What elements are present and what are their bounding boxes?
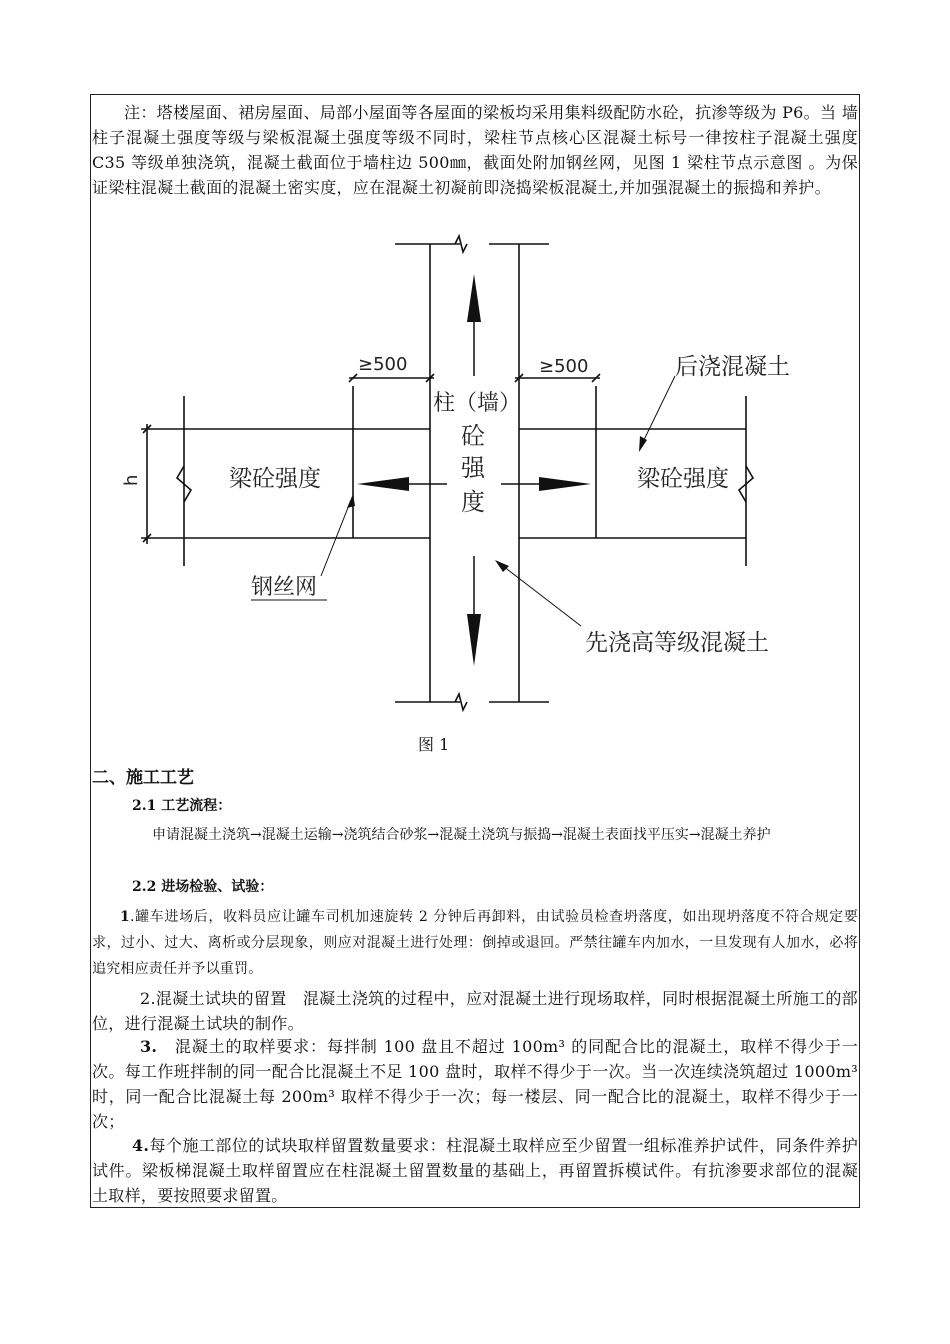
process-flow-text: 申请混凝土浇筑→混凝土运输→浇筑结合砂浆→混凝土浇筑与振捣→混凝土表面找平压实→混凝土养护 <box>152 827 771 843</box>
paragraph-4-number: 4. <box>132 1136 150 1155</box>
paragraph-1 <box>92 904 858 982</box>
center-char-3: 度 <box>461 488 485 516</box>
paragraph-4 <box>92 1133 858 1208</box>
center-char-2: 强 <box>461 454 485 482</box>
intro-paragraph: 注：塔楼屋面、裙房屋面、局部小屋面等各屋面的梁板均采用集料级配防水砼，抗渗等级为 P6。当 墙柱子混凝土强度等级与梁板混凝土强度等级不同时，梁柱节点核心区混凝土标号一律按柱子混凝土强度 C35 等级单独浇筑，混凝土截面位于墙柱边 500㎜，截面处附加钢丝网，见图 1 梁柱节点示意图 。为保证梁柱混凝土截面的混凝土密实度，应在混凝土初凝前即浇捣梁板混凝土,并加强混凝土的振捣和养护。 <box>92 103 858 197</box>
first-pour-label: 先浇高等级混凝土 <box>585 630 769 656</box>
subsection-2-2-title: 2.2 进场检验、试验： <box>132 879 274 895</box>
height-label: h <box>121 474 142 486</box>
paragraph-2: 2.混凝土试块的留置 混凝土浇筑的过程中，应对混凝土进行现场取样，同时根据混凝土所施工的部位，进行混凝土试块的制作。 <box>92 989 858 1033</box>
paragraph-3-text: 混凝土的取样要求：每拌制 100 盘且不超过 100m³ 的同配合比的混凝土，取样不得少于一次。每工作班拌制的同一配合比混凝土不足 100 盘时，取样不得少于一次。当一次连续浇筑超过 1000m³ 时，同一配合比混凝土每 200m³ 取样不得少于一次；每一楼层、同一配合比的混凝土，取样不得少于一次； <box>92 1037 858 1131</box>
paragraph-1-text: .罐车进场后，收料员应让罐车司机加速旋转 2 分钟后再卸料，由试验员检查坍落度，如出现坍落度不符合规定要求，过小、过大、离析或分层现象，则应对混凝土进行处理：倒掉或退回。严禁往罐车内加水，一旦发现有人加水，必将追究相应责任并予以重罚。 <box>92 909 858 977</box>
figure-caption: 图 1 <box>418 735 450 754</box>
section-title: 二、施工工艺 <box>92 768 194 788</box>
beam-left-label: 梁砼强度 <box>229 466 321 492</box>
beam-right-label: 梁砼强度 <box>637 466 729 492</box>
paragraph-4-text: 每个施工部位的试块取样留置数量要求：柱混凝土取样应至少留置一组标准养护试件，同条件养护试件。梁板梯混凝土取样留置应在柱混凝土留置数量的基础上，再留置拆模试件。有抗渗要求部位的混凝土取样，要按照要求留置。 <box>92 1136 858 1205</box>
paragraph-1-number: 1 <box>120 909 130 925</box>
paragraph-3 <box>92 1034 858 1134</box>
subsection-2-1-title: 2.1 工艺流程： <box>132 798 232 814</box>
center-char-1: 砼 <box>461 422 485 450</box>
beam-column-joint-diagram <box>91 226 859 726</box>
mesh-label: 钢丝网 <box>251 575 318 600</box>
paragraph-3-number: 3. <box>140 1037 158 1056</box>
column-label: 柱（墙） <box>433 391 522 416</box>
dim-right-label: ≥500 <box>539 356 589 377</box>
dim-left-label: ≥500 <box>358 354 408 375</box>
post-pour-label: 后浇混凝土 <box>675 354 790 380</box>
